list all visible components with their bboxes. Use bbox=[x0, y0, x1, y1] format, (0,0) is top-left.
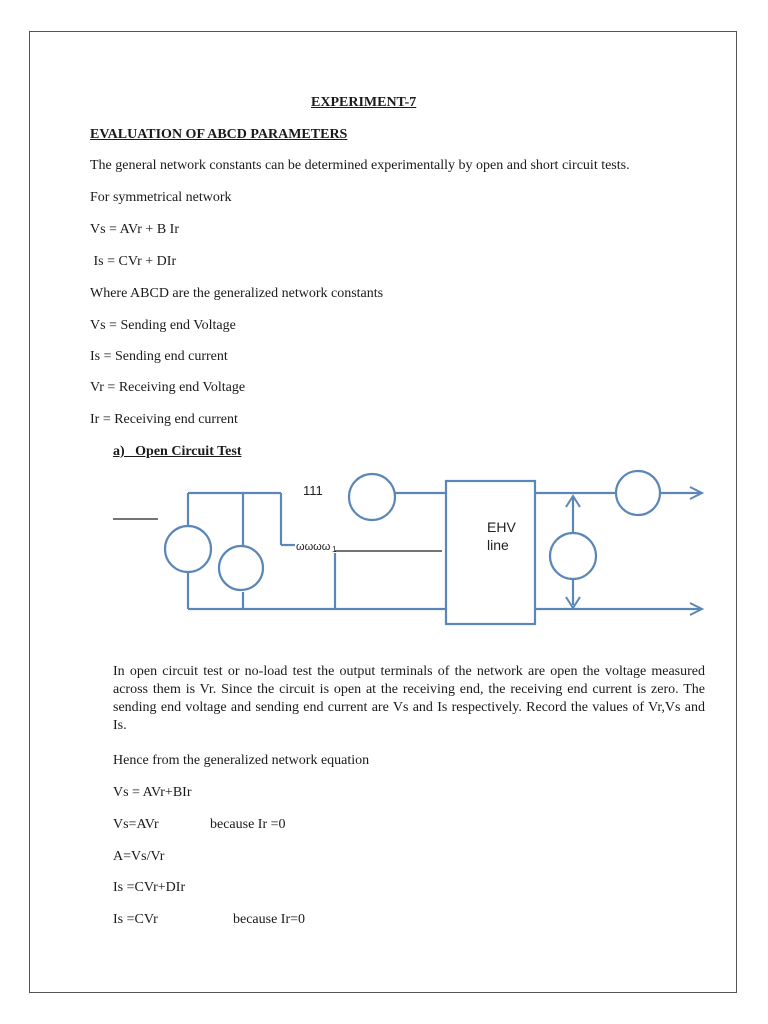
definition-vs: Vs = Sending end Voltage bbox=[90, 318, 236, 333]
equation-is: Is = CVr + DIr bbox=[90, 254, 177, 269]
coil-subscript: 1 bbox=[332, 545, 337, 554]
open-circuit-paragraph: In open circuit test or no-load test the output terminals of the network are open the voltage measured across them is Vr. Since the circuit is open at the receiving end, the receiving end current is zero. The sending end voltage and sending end current are Vs and Is respectively. Record the values of Vr,Vs and Is. bbox=[113, 664, 705, 733]
subsection-title: a) Open Circuit Test bbox=[113, 444, 242, 459]
block-label-line: line bbox=[487, 537, 509, 553]
supply-source-icon bbox=[165, 526, 211, 572]
definition-ir: Ir = Receiving end current bbox=[90, 412, 238, 427]
intro-text: The general network constants can be determined experimentally by open and short circuit tests. bbox=[90, 158, 630, 173]
equation-5-right: because Ir=0 bbox=[233, 912, 306, 927]
equation-4: Is =CVr+DIr bbox=[113, 880, 186, 895]
ammeter-is-icon bbox=[349, 474, 395, 520]
coil-label: ωωωω bbox=[296, 541, 331, 553]
equation-5-left: Is =CVr bbox=[113, 912, 158, 927]
block-label-ehv: EHV bbox=[487, 519, 516, 535]
experiment-title: EXPERIMENT-7 bbox=[311, 95, 417, 110]
definition-is: Is = Sending end current bbox=[90, 349, 228, 364]
equation-2-left: Vs=AVr bbox=[113, 817, 159, 832]
equation-3: A=Vs/Vr bbox=[113, 849, 165, 864]
section-title: EVALUATION OF ABCD PARAMETERS bbox=[90, 127, 348, 142]
where-line: Where ABCD are the generalized network constants bbox=[90, 286, 384, 301]
equation-vs: Vs = AVr + B Ir bbox=[90, 222, 179, 237]
definition-vr: Vr = Receiving end Voltage bbox=[90, 380, 246, 395]
voltmeter-vr-icon bbox=[550, 533, 596, 579]
voltmeter-vs-icon bbox=[219, 546, 263, 590]
equation-2-right: because Ir =0 bbox=[210, 817, 286, 832]
label-111: 111 bbox=[303, 483, 323, 498]
hence-line: Hence from the generalized network equation bbox=[113, 753, 370, 768]
ammeter-ir-icon bbox=[616, 471, 660, 515]
symmetric-heading: For symmetrical network bbox=[90, 190, 232, 205]
equation-1: Vs = AVr+BIr bbox=[113, 785, 192, 800]
